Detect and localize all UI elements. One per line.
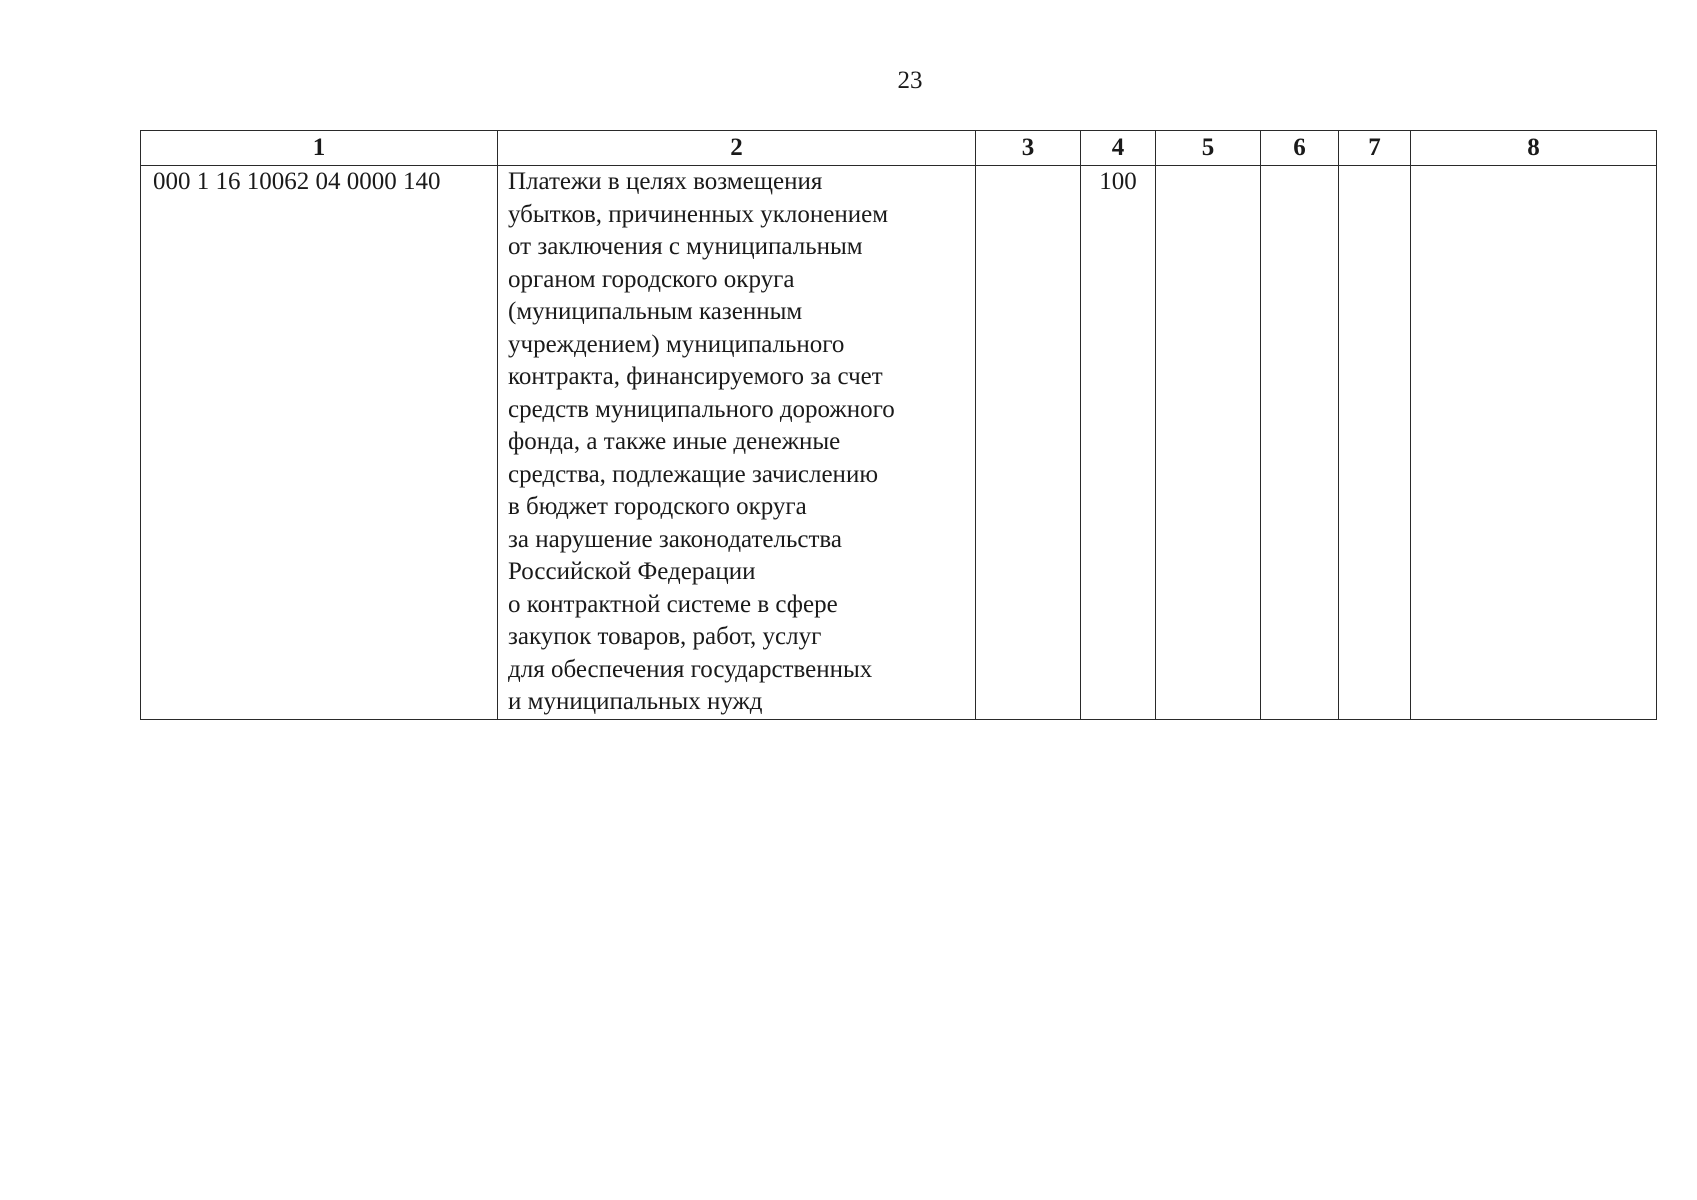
column-header-1: 1 <box>141 131 498 166</box>
column-header-2: 2 <box>498 131 976 166</box>
page-number: 23 <box>897 67 923 94</box>
budget-table <box>140 130 1657 720</box>
description-line: контракта, финансируемого за счет <box>508 363 883 390</box>
description-line: о контрактной системе в сфере <box>508 590 838 618</box>
cell-col-3 <box>976 166 1081 720</box>
description-line: от заключения с муниципальным <box>508 233 863 260</box>
cell-col-5 <box>1156 166 1261 720</box>
column-header-6: 6 <box>1261 131 1339 166</box>
description-line: Платежи в целях возмещения <box>508 168 823 195</box>
description-line: и муниципальных нужд <box>508 688 763 715</box>
description-line: для обеспечения государственных <box>508 655 873 683</box>
description-line: органом городского округа <box>508 265 795 293</box>
header-row <box>141 131 1657 166</box>
cell-col-7 <box>1339 166 1411 720</box>
description-line: (муниципальным казенным <box>508 298 803 325</box>
budget-code-cell: 000 1 16 10062 04 0000 140 <box>141 166 498 720</box>
description-line: за нарушение законодательства <box>508 525 842 553</box>
column-header-5: 5 <box>1156 131 1261 166</box>
column-header-4: 4 <box>1081 131 1156 166</box>
description-cell <box>498 166 976 720</box>
cell-col-8 <box>1411 166 1657 720</box>
description-line: убытков, причиненных уклонением <box>508 200 889 228</box>
description-line: Российской Федерации <box>508 558 756 585</box>
table-row <box>141 166 1657 720</box>
description-line: в бюджет городского округа <box>508 493 807 520</box>
description-line: средств муниципального дорожного <box>508 395 895 423</box>
cell-col-6 <box>1261 166 1339 720</box>
description-line: фонда, а также иные денежные <box>508 428 841 455</box>
description-line: учреждением) муниципального <box>508 330 845 358</box>
cell-col-4: 100 <box>1081 166 1156 720</box>
column-header-3: 3 <box>976 131 1081 166</box>
column-header-7: 7 <box>1339 131 1411 166</box>
column-header-8: 8 <box>1411 131 1657 166</box>
description-line: средства, подлежащие зачислению <box>508 460 878 488</box>
description-line: закупок товаров, работ, услуг <box>508 623 822 650</box>
